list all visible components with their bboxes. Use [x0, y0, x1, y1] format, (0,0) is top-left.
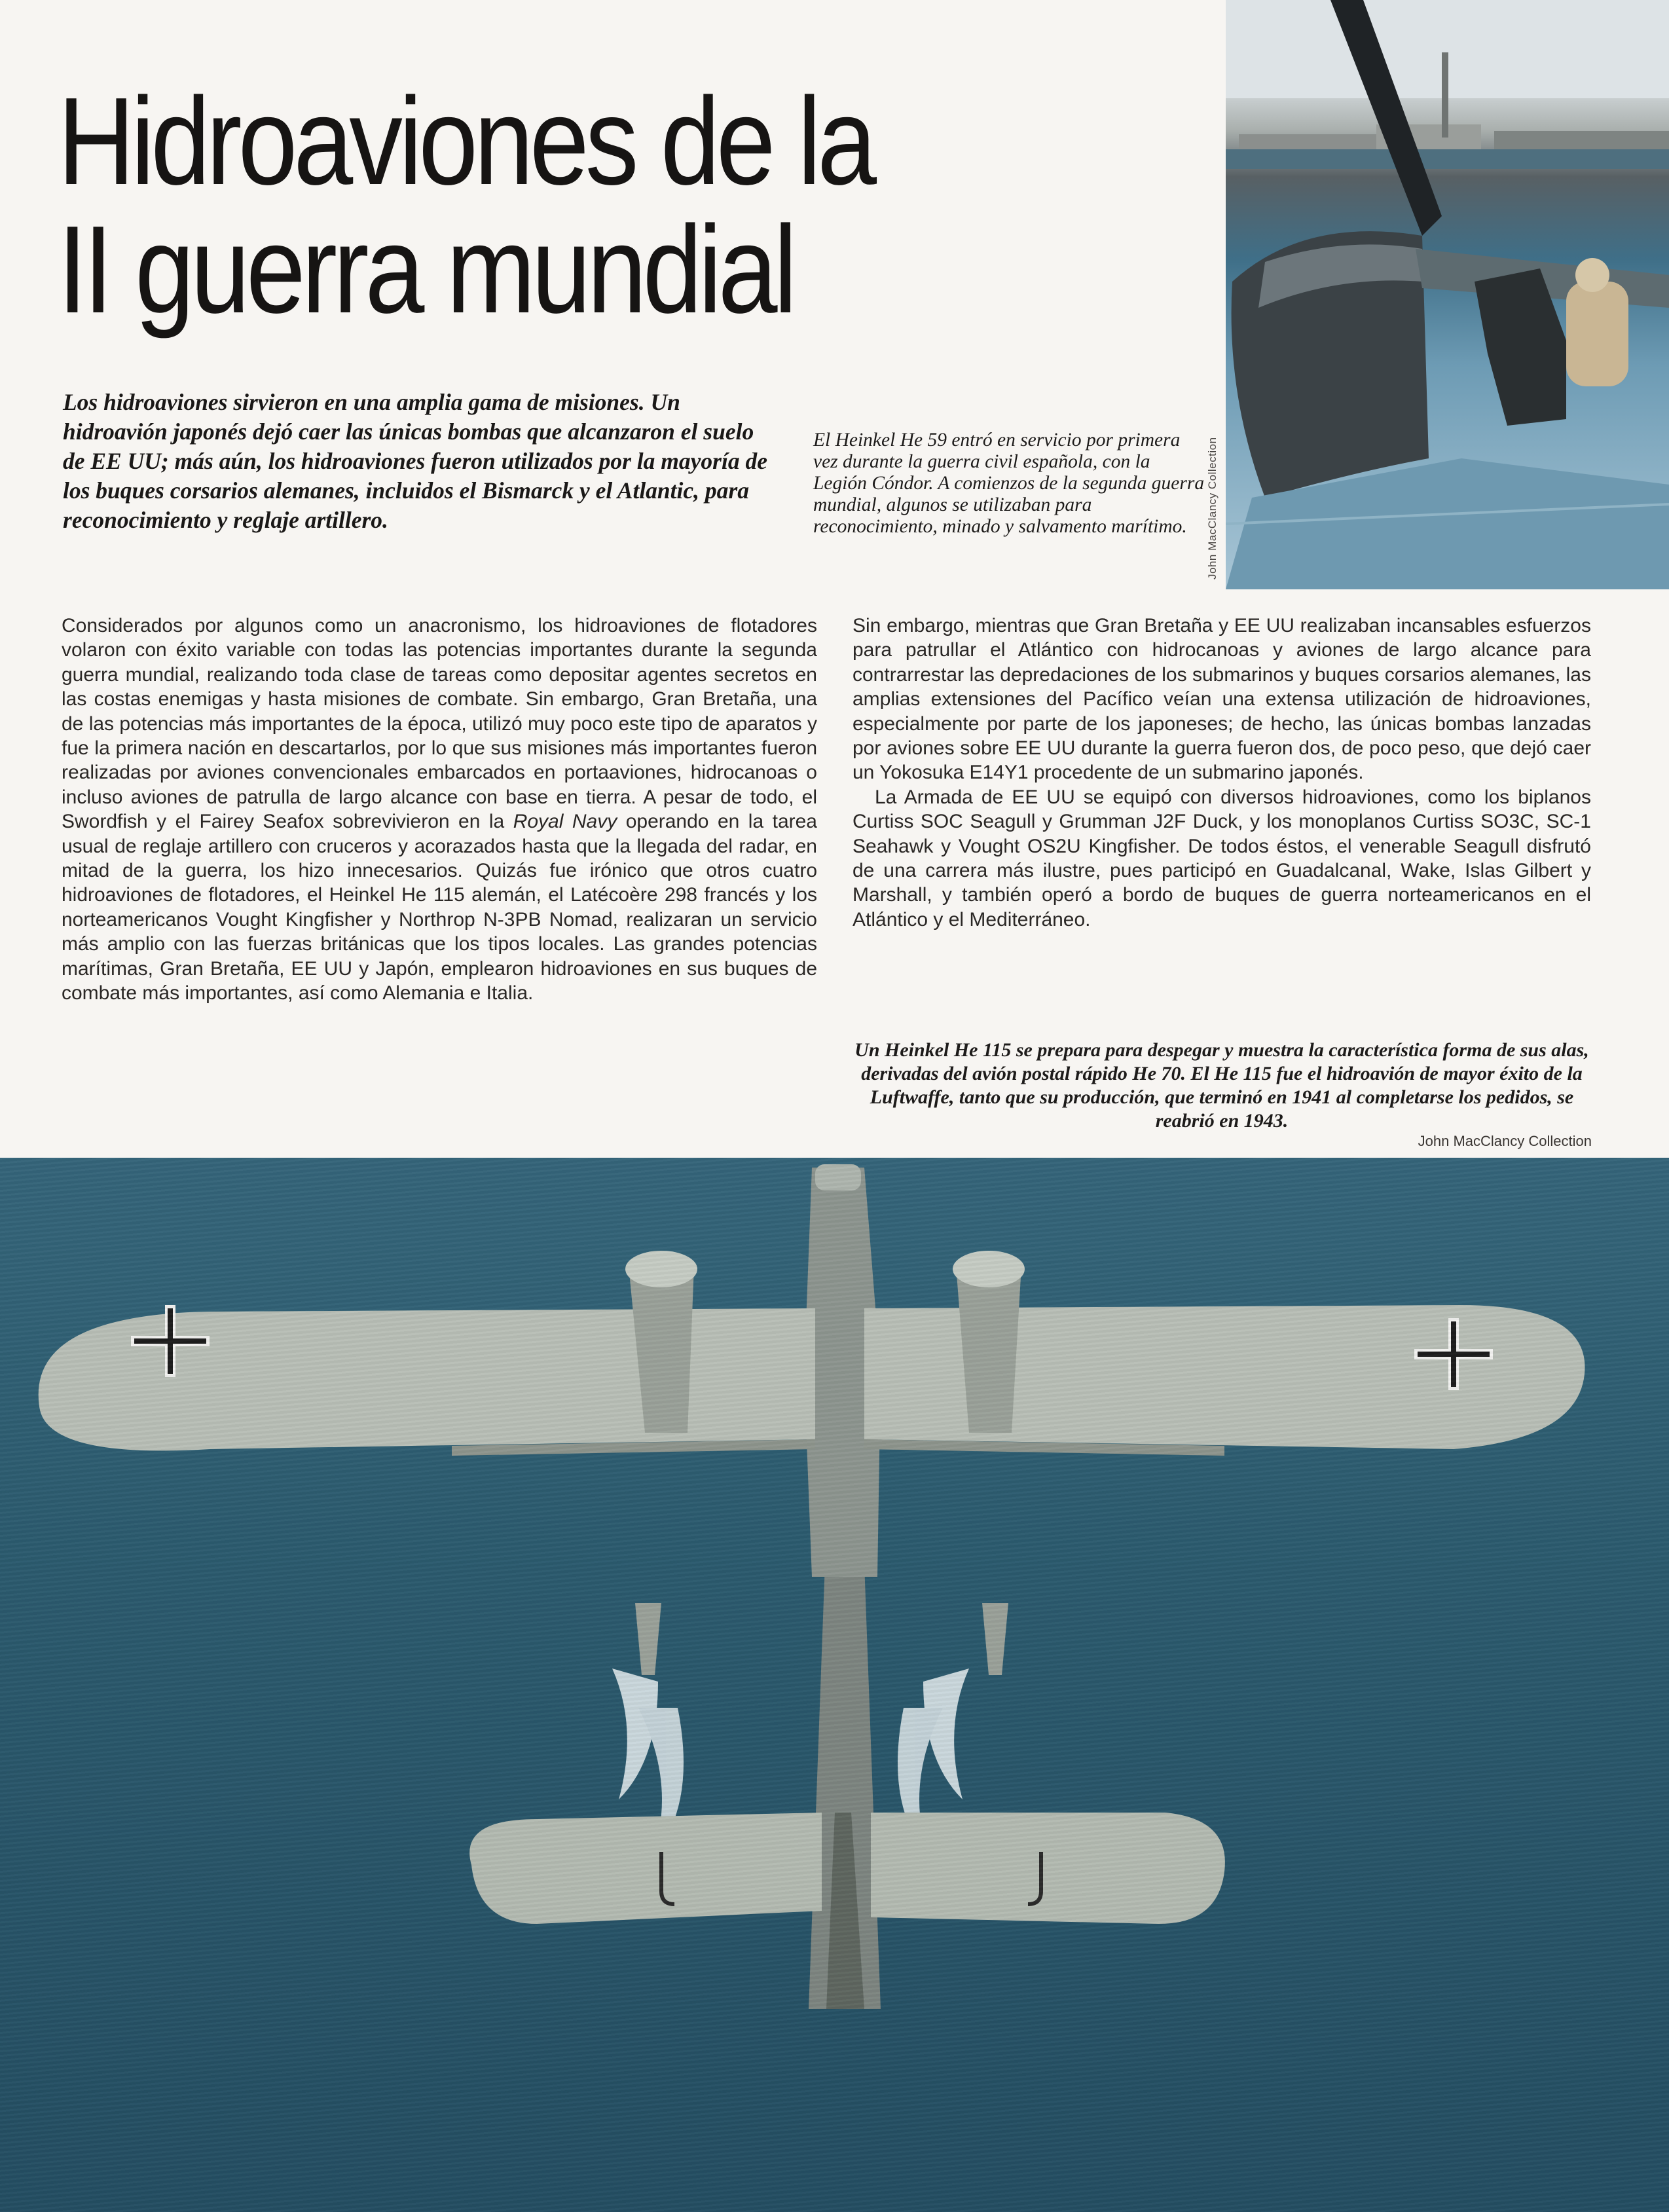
article-deck: Los hidroaviones sirvieron en una amplia gama de misiones. Un hidroavión japonés dejó caer las únicas bombas que alcanzaron el suelo de EE UU; más aún, los hidroaviones fueron utilizados por la mayoría de los buques corsarios alemanes, incluidos el Bismarck y el Atlantic, para reconocimiento y reglaje artillero.: [63, 389, 767, 533]
body-text-italic: Royal Navy: [513, 811, 617, 833]
photo-bottom-caption: Un Heinkel He 115 se prepara para despegar y muestra la característica forma de sus alas, derivadas del avión postal rápido He 70. El He 115 fue el hidroavión de mayor éxito de la Luftwaffe, tanto que su producción, que terminó en 1941 al completarse los pedidos, se reabrió en 1943.: [854, 1039, 1589, 1132]
body-paragraph: La Armada de EE UU se equipó con diversos hidroaviones, como los biplanos Curtiss SOC Seagull y Grumman J2F Duck, y los monoplanos Curtiss SO3C, SC-1 Seahawk y Vought OS2U Kingfisher. De todos éstos, el venerable Seagull disfrutó de una carrera más ilustre, pues participó en Guadalcanal, Wake, Islas Gilbert y Marshall, y también operó a bordo de buques de guerra norteamericanos en el Atlántico y el Mediterráneo.: [853, 786, 1591, 931]
photo-bottom-credit: John MacClancy Collection: [1418, 1133, 1592, 1149]
body-paragraph: [62, 614, 817, 1006]
article-title-line-2: II guerra mundial: [58, 200, 794, 339]
body-text: operando en la tarea usual de reglaje artillero con cruceros y acorazados hasta que la llegada del radar, en mitad de la guerra, los hizo innecesarios. Quizás fue irónico que otros cuatro hidroaviones de flotadores, el Heinkel He 115 alemán, el Latécoère 298 francés y los norteamericanos Vought Kingfisher y Northrop N-3PB Nomad, realizaran un servicio más amplio con las fuerzas británicas que los tipos locales. Las grandes potencias marítimas, Gran Bretaña, EE UU y Japón, emplearon hidroaviones en sus buques de combate más importantes, así como Alemania e Italia.: [62, 811, 817, 1005]
body-column-right: [853, 614, 1591, 932]
photo-heinkel-he59-drawing: [1226, 0, 1669, 589]
body-text: Considerados por algunos como un anacronismo, los hidroaviones de flotadores volaron con éxito variable con todas las potencias importantes durante la segunda guerra mundial, realizando toda clase de tareas como depositar agentes secretos en las costas enemigas y hasta misiones de combate. Sin embargo, Gran Bretaña, una de las potencias más importantes de la época, utilizó muy poco este tipo de aparatos y fue la primera nación en descartarlos, por lo que sus misiones más importantes fueron realizadas por aviones convencionales embarcados en portaaviones, hidrocanoas o incluso aviones de patrulla de largo alcance con base en tierra. A pesar de todo, el Swordfish y el Fairey Seafox sobrevivieron en la: [62, 615, 817, 833]
article-title-line-1: Hidroaviones de la: [58, 72, 873, 211]
photo-top-credit: John MacClancy Collection: [1206, 437, 1219, 580]
photo-texture: [0, 1158, 1669, 2212]
article-title: [58, 72, 873, 339]
photo-heinkel-he115: [0, 1158, 1669, 2212]
photo-heinkel-he59: [1226, 0, 1669, 589]
body-column-left: [62, 614, 817, 1006]
photo-top-caption: El Heinkel He 59 entró en servicio por primera vez durante la guerra civil española, con la Legión Cóndor. A comienzos de la segunda guerra mundial, algunos se utilizaban para reconocimiento, minado y salvamento marítimo.: [813, 430, 1205, 537]
body-paragraph: Sin embargo, mientras que Gran Bretaña y EE UU realizaban incansables esfuerzos para patrullar el Atlántico con hidrocanoas y aviones de largo alcance para contrarrestar las depredaciones de los submarinos y buques corsarios alemanes, las amplias extensiones del Pacífico veían una extensa utilización de hidroaviones, especialmente por parte de los japoneses; de hecho, las únicas bombas lanzadas por aviones sobre EE UU durante la guerra fueron dos, de poco peso, que dejó caer un Yokosuka E14Y1 procedente de un submarino japonés.: [853, 615, 1591, 784]
